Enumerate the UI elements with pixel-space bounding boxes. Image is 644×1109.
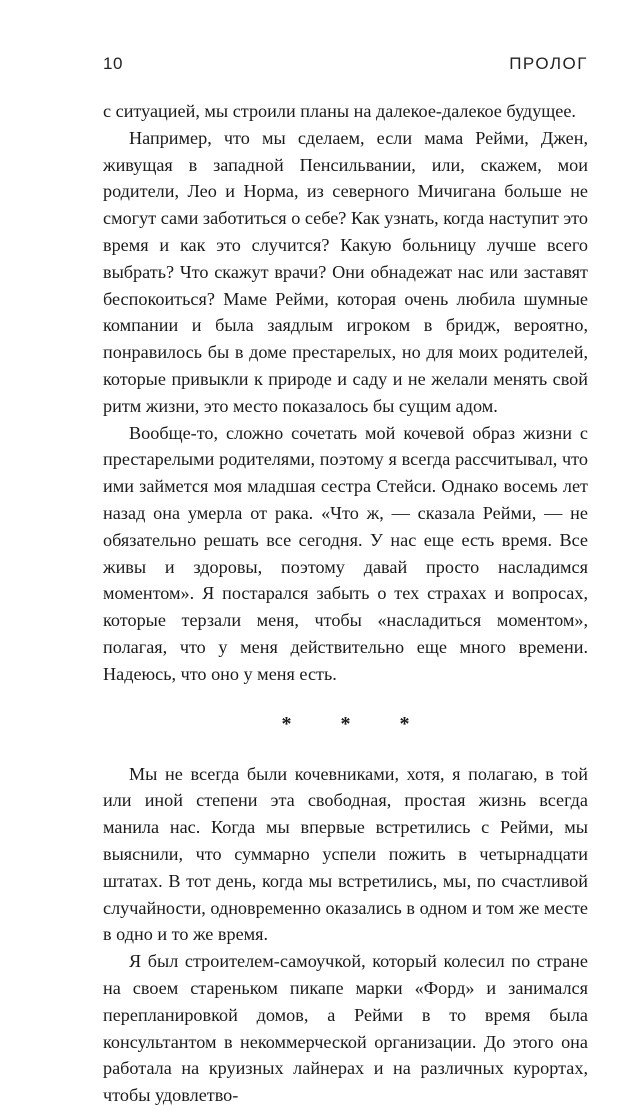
- running-head: ПРОЛОГ: [509, 54, 588, 73]
- paragraph: Например, что мы сделаем, если мама Рейми, Джен, живущая в западной Пенсильвании, или, скажем, мои родители, Лео и Норма, из северного Мичигана больше не смогут сами заботиться о себе? Как узнать, когда наступит это время и как это случится? Какую больницу лучше всего выбрать? Что скажут врачи? Они обнадежат нас или заставят беспокоиться? Маме Рейми, которая очень любила шумные компании и была заядлым игроком в бридж, вероятно, понравилось бы в доме престарелых, но для моих родителей, которые привыкли к природе и саду и не желали менять свой ритм жизни, это место показалось бы сущим адом.: [103, 127, 588, 416]
- paragraph: Я был строителем-самоучкой, который колесил по стране на своем стареньком пикапе марки «Форд» и занимался перепланировкой домов, а Рейми в то время была консультантом в некоммерческой организации. До этого она работала на круизных лайнерах и на различных курортах, чтобы удовлетво-: [103, 951, 588, 1106]
- body-text: [103, 98, 588, 1109]
- paragraph: Мы не всегда были кочевниками, хотя, я полагаю, в той или иной степени эта свободная, простая жизнь всегда манила нас. Когда мы впервые встретились с Рейми, мы выяснили, что суммарно успели пожить в четырнадцати штатах. В тот день, когда мы встретились, мы, по счастливой случайности, одновременно оказались в одном и том же месте в одно и то же время.: [103, 763, 588, 945]
- paragraph: Вообще-то, сложно сочетать мой кочевой образ жизни с престарелыми родителями, поэтому я всегда рассчитывал, что ими займется моя младшая сестра Стейси. Однако восемь лет назад она умерла от рака. «Что ж, — сказала Рейми, — не обязательно решать все сегодня. У нас еще есть время. Все живы и здоровы, поэтому давай просто насладимся моментом». Я постарался забыть о тех страхах и вопросах, которые терзали меня, чтобы «насладиться моментом», полагая, что у меня действительно еще много времени. Надеюсь, что оно у меня есть.: [103, 422, 588, 684]
- page-header: [103, 54, 588, 78]
- section-separator: * * *: [281, 712, 432, 735]
- page-number: 10: [103, 54, 123, 73]
- paragraph: с ситуацией, мы строили планы на далекое-далекое будущее.: [103, 101, 576, 121]
